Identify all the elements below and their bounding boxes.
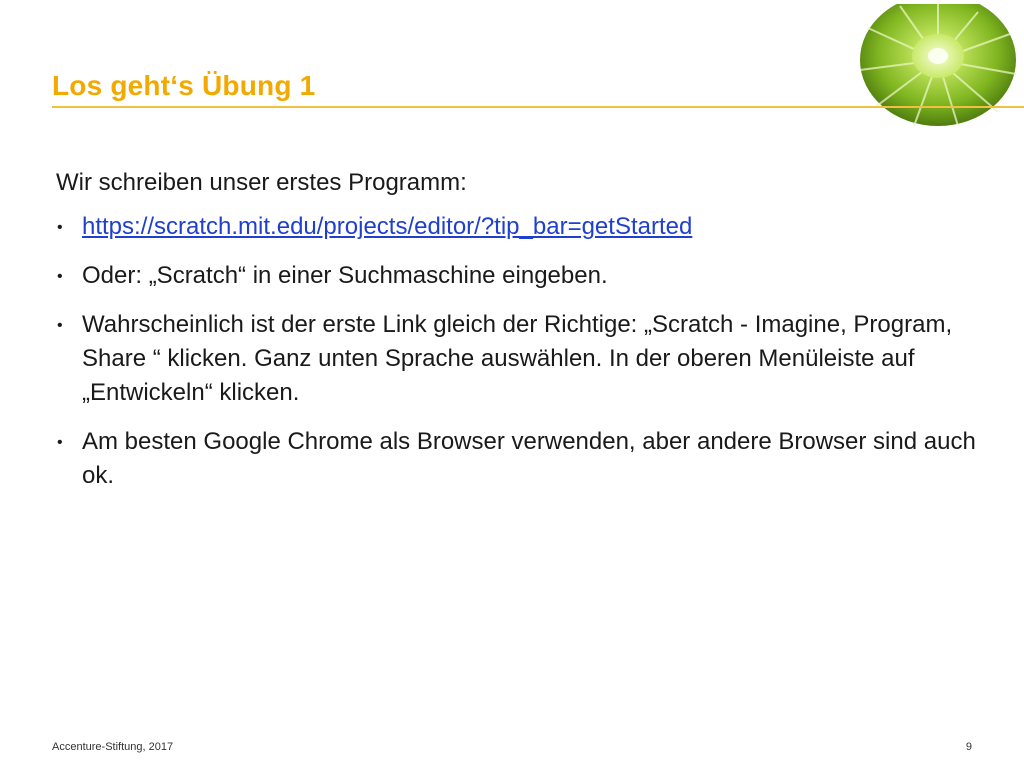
bullet-icon: • (57, 268, 63, 285)
bullet-text: Wahrscheinlich ist der erste Link gleich der Richtige: „Scratch - Imagine, Program, Share “ klicken. Ganz unten Sprache auswählen. In der oberen Menüleiste auf „Entwickeln“ klicken. (82, 311, 953, 406)
bullet-text: Am besten Google Chrome als Browser verwenden, aber andere Browser sind auch ok. (82, 428, 976, 489)
list-item (56, 425, 976, 493)
intro-text: Wir schreiben unser erstes Programm: (56, 169, 467, 196)
bullet-icon: • (57, 219, 63, 236)
bullet-list (56, 210, 976, 493)
bullet-icon: • (57, 434, 63, 451)
slide-title: Los geht‘s Übung 1 (52, 70, 316, 101)
footer-source: Accenture-Stiftung, 2017 (52, 741, 174, 753)
list-item (56, 259, 976, 293)
list-item (56, 210, 976, 244)
list-item (56, 308, 976, 410)
bullet-icon: • (57, 317, 63, 334)
bullet-text: Oder: „Scratch“ in einer Suchmaschine eingeben. (82, 262, 608, 289)
page-number: 9 (965, 741, 972, 753)
slide-content (56, 166, 976, 508)
title-divider (52, 106, 1024, 108)
scratch-link[interactable]: https://scratch.mit.edu/projects/editor/?tip_bar=getStarted (82, 213, 693, 240)
green-flower-icon (858, 4, 1018, 128)
